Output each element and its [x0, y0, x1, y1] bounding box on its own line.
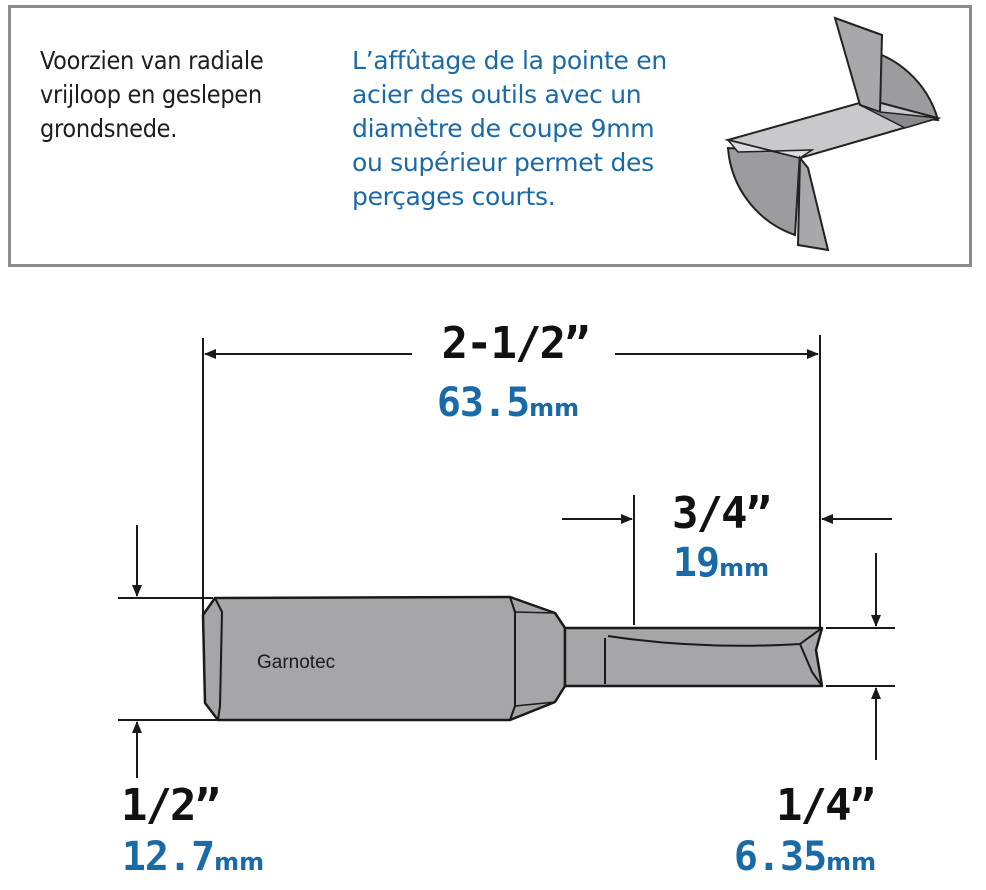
cutting-length-imperial: 3/4”	[672, 488, 770, 539]
cutting-diameter-imperial: 1/4”	[776, 780, 874, 831]
shank-diameter-imperial: 1/2”	[121, 780, 219, 831]
cutter-tip-icon	[728, 18, 938, 250]
overall-length-metric: 63.5mm	[436, 380, 580, 426]
dutch-description: Voorzien van radiale vrijloop en geslepen grondsnede.	[40, 46, 264, 143]
shank-diameter-metric: 12.7mm	[121, 834, 265, 880]
bit-cutting-flute	[565, 628, 822, 686]
overall-length-imperial: 2-1/2”	[441, 318, 589, 369]
french-description: L’affûtage de la pointe en acier des outils avec un diamètre de coupe 9mm ou supérieur permet des perçages courts.	[352, 46, 667, 211]
cutting-length-metric: 19mm	[672, 540, 770, 586]
bit-brand-label: Garnotec	[257, 652, 336, 673]
cutting-diameter-metric: 6.35mm	[733, 834, 877, 880]
